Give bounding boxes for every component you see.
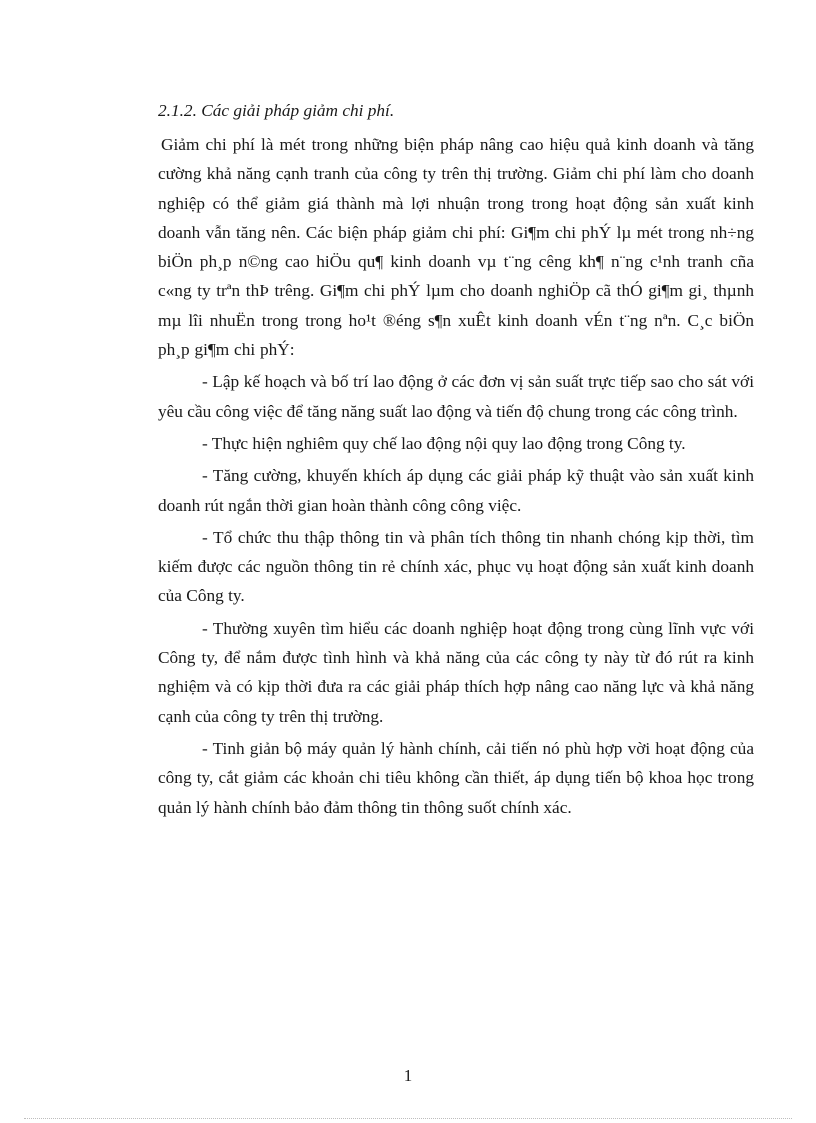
section-heading: 2.1.2. Các giải pháp giảm chi phí. — [158, 101, 395, 120]
document-body — [158, 96, 754, 825]
measure-item-6: - Tinh giản bộ máy quản lý hành chính, cải tiến nó phù hợp vời hoạt động của công ty, cắt giảm các khoản chi tiêu không cần thiết, áp dụng tiến bộ khoa học trong quản lý hành chính bảo đảm thông tin thông suốt chính xác. — [158, 738, 754, 817]
measure-item-3: - Tăng cường, khuyến khích áp dụng các giải pháp kỹ thuật vào sản xuất kinh doanh rút ngắn thời gian hoàn thành công công việc. — [158, 466, 754, 515]
measure-item-1: - Lập kế hoạch và bố trí lao động ở các đơn vị sản suất trực tiếp sao cho sát với yêu cầu công việc để tăng năng suất lao động và tiến độ chung trong các công trình. — [158, 372, 754, 421]
measure-item-2: - Thực hiện nghiêm quy chế lao động nội quy lao động trong Công ty. — [202, 433, 686, 453]
page-bottom-divider — [24, 1118, 792, 1119]
page-number: 1 — [403, 1066, 413, 1085]
measure-item-5: - Thường xuyên tìm hiểu các doanh nghiệp hoạt động trong cùng lĩnh vực với Công ty, để nắm được tình hình và khả năng của các công ty này từ đó rút ra kinh nghiệm và có kịp thời đưa ra các giải pháp thích hợp nâng cao năng lực và khả năng cạnh của công ty trên thị trường. — [158, 618, 754, 726]
intro-paragraph: Giảm chi phí là mét trong những biện pháp nâng cao hiệu quả kinh doanh và tăng cường khả năng cạnh tranh của công ty trên thị trường. Giảm chi phí làm cho doanh nghiệp có thể giảm giá thành mà lợi nhuận trong trong hoạt động sản xuất kinh doanh vẫn tăng nên. Các biện pháp giảm chi phí: Gi¶m chi phÝ lµ mét trong nh÷ng biÖn ph¸p n©ng cao hiÖu qu¶ kinh doanh vµ t¨ng cêng kh¶ n¨ng c¹nh tranh cña c«ng ty trªn thÞ trêng. Gi¶m chi phÝ lµm cho doanh nghiÖp cã thÓ gi¶m gi¸ thµnh mµ lîi nhuËn trong trong ho¹t ®éng s¶n xuÊt kinh doanh vÉn t¨ng nªn. C¸c biÖn ph¸p gi¶m chi phÝ: — [158, 135, 754, 360]
measure-item-4: - Tổ chức thu thập thông tin và phân tích thông tin nhanh chóng kịp thời, tìm kiếm được các nguồn thông tin rẻ chính xác, phục vụ hoạt động sản xuất kinh doanh của Công ty. — [158, 527, 754, 606]
